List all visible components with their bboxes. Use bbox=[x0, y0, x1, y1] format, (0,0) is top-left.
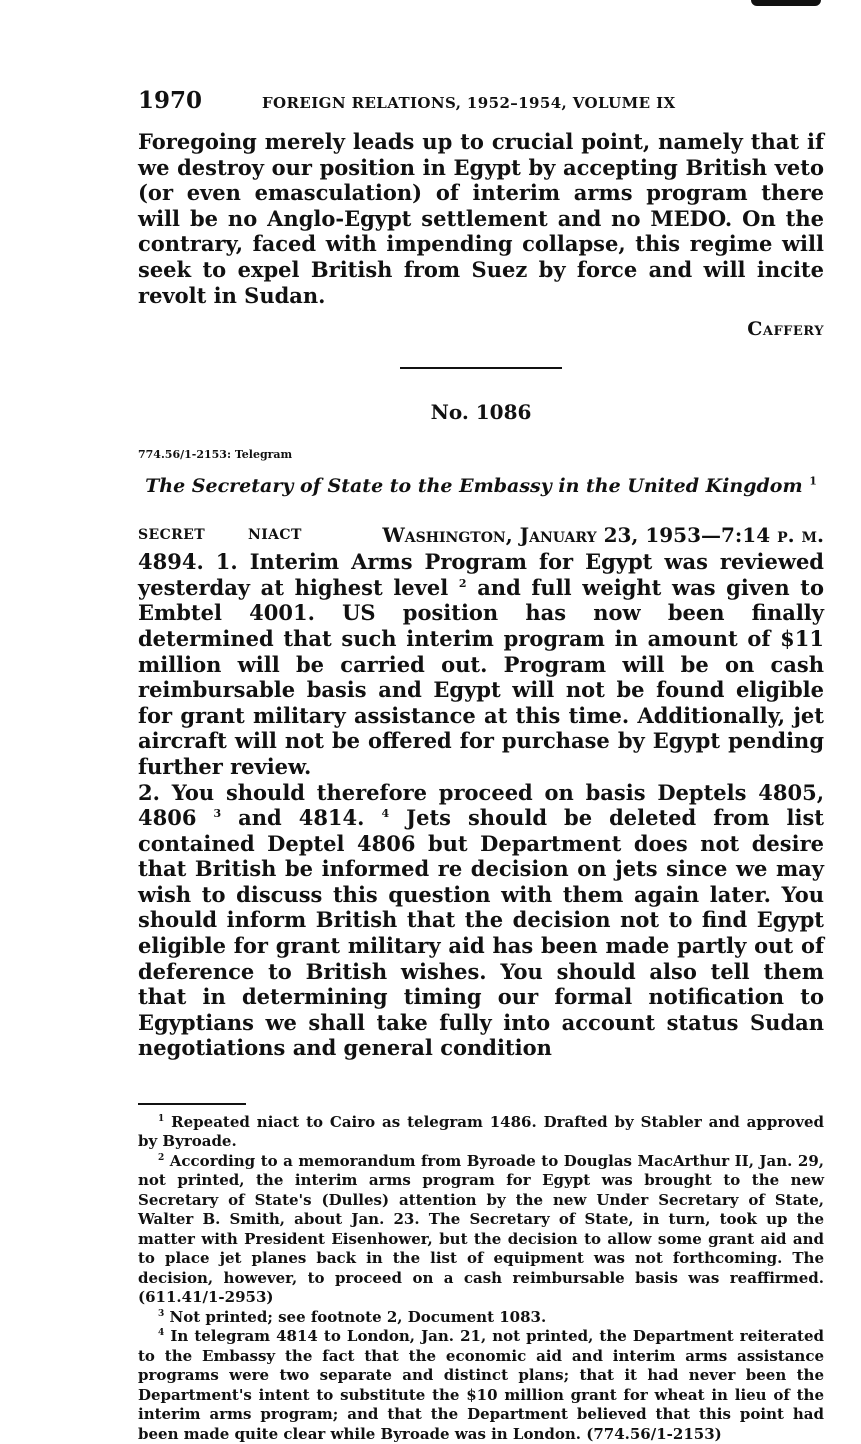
paragraph-2-text-c: Jets should be deleted from list contained Deptel 4806 but Department does not desire that British be informed re decision on jets since we may wish to discuss this question with them again later. You should inform British that the decision not to find Egypt eligible for grant military aid has been made partly out of deference to British wishes. You should also tell them that in determining timing our formal notification to Egyptians we shall take fully into account status Sudan negotiations and general condition bbox=[138, 805, 825, 1061]
footnote-ref-1: 1 bbox=[809, 474, 817, 488]
document-number: No. 1086 bbox=[430, 400, 532, 425]
footnote-marker: 3 bbox=[158, 1308, 165, 1319]
telegram-paragraph-1 bbox=[138, 549, 824, 779]
footnotes bbox=[138, 1113, 824, 1444]
page-number: 1970 bbox=[138, 87, 203, 114]
footnote-marker: 2 bbox=[158, 1152, 165, 1163]
footnote-ref-3: 3 bbox=[213, 807, 222, 821]
signature bbox=[138, 318, 824, 340]
footnote-divider bbox=[138, 1103, 246, 1105]
signature-name: Caffery bbox=[747, 318, 824, 341]
footnote-text: In telegram 4814 to London, Jan. 21, not printed, the Department reiterated to the Embassy the fact that the economic aid and interim arms assistance programs were two separate and distinct plans; that it had never been the Department's intent to substitute the $10 million grant for wheat in lieu of the interim arms program; and that the Department believed that this point had been made quite clear while Byroade was in London. (774.56/1-2153) bbox=[138, 1327, 824, 1443]
footnote-text: Repeated niact to Cairo as telegram 1486. Drafted by Stabler and approved by Byroade. bbox=[138, 1112, 824, 1151]
footnote-4 bbox=[138, 1327, 824, 1444]
paragraph-1-text-a: 4894. 1. Interim Arms Program for Egypt was reviewed yesterday at highest level bbox=[138, 549, 824, 600]
section-divider bbox=[400, 367, 562, 369]
document-page bbox=[138, 84, 824, 1444]
page-corner-mark bbox=[751, 0, 821, 6]
footnote-text: Not printed; see footnote 2, Document 1083. bbox=[169, 1307, 547, 1326]
paragraph-2-text-a: 2. You should therefore proceed on basis Deptels 4805, 4806 bbox=[138, 779, 824, 831]
previous-document-closing-paragraph: Foregoing merely leads up to crucial point, namely that if we destroy our position in Egypt by accepting British veto (or even emasculation) of interim arms program there will be no Anglo-Egypt settlement and no MEDO. On the contrary, faced with impending collapse, this regime will seek to expel British from Suez by force and will incite revolt in Sudan. bbox=[138, 129, 824, 308]
paragraph-2-text-b: and 4814. bbox=[238, 805, 365, 831]
footnote-marker: 4 bbox=[158, 1328, 165, 1339]
document-title-text: The Secretary of State to the Embassy in the United Kingdom bbox=[145, 475, 803, 498]
footnote-2 bbox=[138, 1152, 824, 1308]
document-title bbox=[138, 475, 824, 497]
dateline-place-date bbox=[382, 523, 824, 547]
telegram-paragraph-2 bbox=[138, 780, 824, 1062]
footnote-ref-2: 2 bbox=[458, 576, 467, 590]
footnote-1 bbox=[138, 1113, 824, 1152]
footnote-marker: 1 bbox=[158, 1113, 165, 1124]
footnote-3 bbox=[138, 1308, 824, 1328]
file-reference: 774.56/1-2153: Telegram bbox=[138, 448, 293, 462]
dateline bbox=[138, 523, 824, 549]
footnote-ref-4: 4 bbox=[381, 807, 390, 821]
running-title: FOREIGN RELATIONS, 1952–1954, VOLUME IX bbox=[262, 94, 676, 112]
footnote-text: According to a memorandum from Byroade to Douglas MacArthur II, Jan. 29, not printed, the interim arms program for Egypt was brought to the new Secretary of State's (Dulles) attention by the new Under Secretary of State, Walter B. Smith, about Jan. 23. The Secretary of State, in turn, took up the matter with President Eisenhower, but the decision to allow some grant aid and to place jet planes back in the list of equipment was not forthcoming. The decision, however, to proceed on a cash reimbursable basis was reaffirmed. (611.41/1-2953) bbox=[138, 1151, 824, 1307]
precedence: NIACT bbox=[248, 527, 302, 544]
running-header bbox=[138, 84, 824, 118]
dateline-text: Washington, January 23, 1953—7:14 p. m. bbox=[382, 523, 824, 548]
classification: SECRET bbox=[138, 527, 206, 544]
paragraph-1-text-b: and full weight was given to Embtel 4001. US position has now been finally determined that such interim program in amount of $11 million will be carried out. Program will be on cash reimbursable basis and Egypt will not be found eligible for grant military assistance at this time. Additionally, jet aircraft will not be offered for purchase by Egypt pending further review. bbox=[138, 574, 825, 779]
